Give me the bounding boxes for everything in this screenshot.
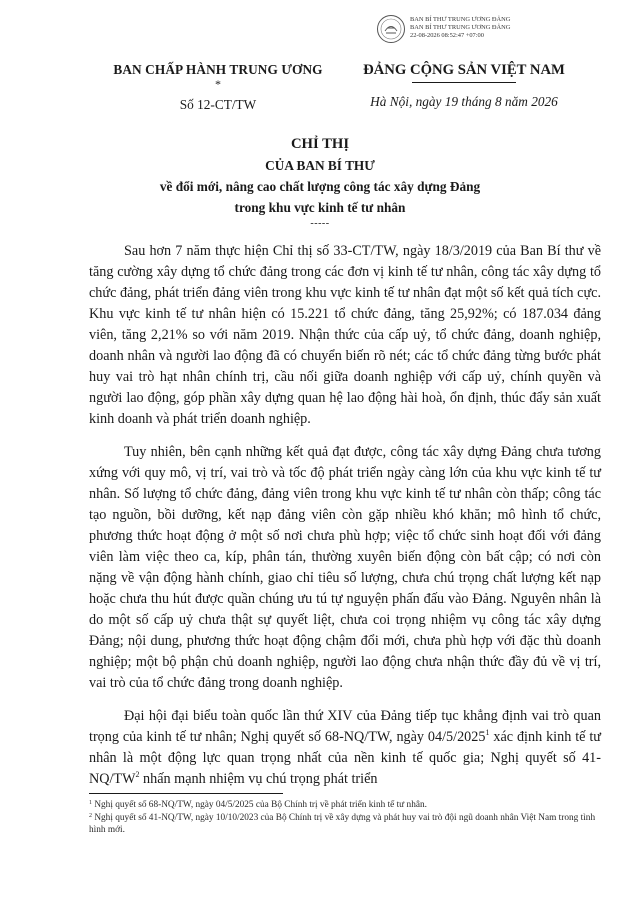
footnotes [89,799,601,837]
footnote-2 [89,812,601,836]
issuing-organization: BAN CHẤP HÀNH TRUNG ƯƠNG [113,62,323,77]
footnote-separator [89,793,283,794]
footnote-1-text: Nghị quyết số 68-NQ/TW, ngày 04/5/2025 của Bộ Chính trị về phát triển kinh tế tư nhân. [92,800,427,810]
title-separator: ----- [310,218,330,229]
body-paragraph-3 [89,706,601,790]
document-type-title: CHỈ THỊ [290,136,350,152]
stamp-line-1: BAN BÍ THƯ TRUNG ƯƠNG ĐẢNG [410,16,511,23]
document-issuer-title: CỦA BAN BÍ THƯ [265,158,375,173]
footnote-ref-2: 2 [135,770,140,780]
footnote-2-text: Nghị quyết số 41-NQ/TW, ngày 10/10/2023 của Bộ Chính trị về xây dựng và phát huy vai trò đội ngũ doanh nhân Việt Nam trong tình hình mới. [89,813,596,835]
footnote-ref-1: 1 [485,728,490,738]
party-name: ĐẢNG CỘNG SẢN VIỆT NAM [363,62,565,78]
stamp-line-3: 22-08-2026 08:52:47 +07:00 [410,32,484,39]
footnote-1-mark: 1 [89,800,92,806]
document-body [89,241,601,790]
footnote-1 [89,799,601,811]
place-and-date: Hà Nội, ngày 19 tháng 8 năm 2026 [370,94,558,109]
stamp-line-2: BAN BÍ THƯ TRUNG ƯƠNG ĐẢNG [410,24,511,31]
paragraph-3-text-b: xác định kinh tế tư nhân là một động lực quan trọng nhất của nền kinh tế quốc gia; Nghị quyết số 41-NQ/TW [89,729,601,788]
body-paragraph-1: Sau hơn 7 năm thực hiện Chỉ thị số 33-CT/TW, ngày 18/3/2019 của Ban Bí thư về tăng cường xây dựng tổ chức đảng trong các đơn vị kinh tế tư nhân, công tác xây dựng tổ chức đảng, phát triển đảng viên trong khu vực kinh tế tư nhân đạt một số kết quả tích cực. Khu vực kinh tế tư nhân hiện có 15.221 tổ chức đảng, tăng 25,92%; có 187.034 đảng viên, tăng 2,21% so với năm 2019. Nhận thức của cấp uỷ, tổ chức đảng, doanh nghiệp, doanh nhân và người lao động đã có chuyển biến rõ nét; các tổ chức đảng từng bước phát huy vai trò hạt nhân chính trị, cầu nối giữa doanh nghiệp với cấp uỷ, chính quyền và người lao động, góp phần xây dựng quan hệ lao động hài hoà, ổn định, thúc đẩy sản xuất kinh doanh và phát triển doanh nghiệp. [89,243,601,428]
paragraph-3-text-c: nhấn mạnh nhiệm vụ chú trọng phát triển [139,771,378,788]
body-paragraph-2: Tuy nhiên, bên cạnh những kết quả đạt được, công tác xây dựng Đảng chưa tương xứng với quy mô, vị trí, vai trò và tốc độ phát triển ngày càng lớn của khu vực kinh tế tư nhân. Số lượng tổ chức đảng, đảng viên trong khu vực kinh tế tư nhân còn thấp; công tác tạo nguồn, bồi dưỡng, kết nạp đảng viên còn gặp nhiều khó khăn; mô hình tổ chức, phương thức hoạt động ở một số nơi chưa phù hợp; việc tổ chức sinh hoạt đối với đảng viên làm việc theo ca, kíp, phân tán, thường xuyên biến động còn bất cập; có nơi còn nặng về vận động hành chính, giao chỉ tiêu số lượng, chưa chú trọng chất lượng kết nạp hoặc chưa thu hút được quần chúng ưu tú tự nguyện phấn đấu vào Đảng. Nguyên nhân là do một số cấp uỷ chưa thật sự quyết liệt, chưa coi trọng nhiệm vụ công tác xây dựng Đảng; nội dung, phương thức hoạt động chậm đổi mới, chưa phù hợp với đặc thù doanh nghiệp; một bộ phận chủ doanh nghiệp, người lao động chưa nhận thức đầy đủ về vị trí, vai trò của tổ chức đảng trong doanh nghiệp. [89,443,601,692]
header-star: * [215,77,221,91]
digital-signature-stamp [376,14,546,48]
header-underline [412,82,516,83]
document-number: Số 12-CT/TW [179,97,257,112]
party-seal-icon [376,14,406,44]
paragraph-3-text-a: Đại hội đại biểu toàn quốc lần thứ XIV của Đảng tiếp tục khẳng định vai trò quan trọng của kinh tế tư nhân; Nghị quyết số 68-NQ/TW, ngày 04/5/2025 [89,707,601,746]
footnote-2-mark: 2 [89,813,92,819]
document-subject-line-1: về đổi mới, nâng cao chất lượng công tác xây dựng Đảng [159,179,481,194]
document-subject-line-2: trong khu vực kinh tế tư nhân [234,200,406,215]
